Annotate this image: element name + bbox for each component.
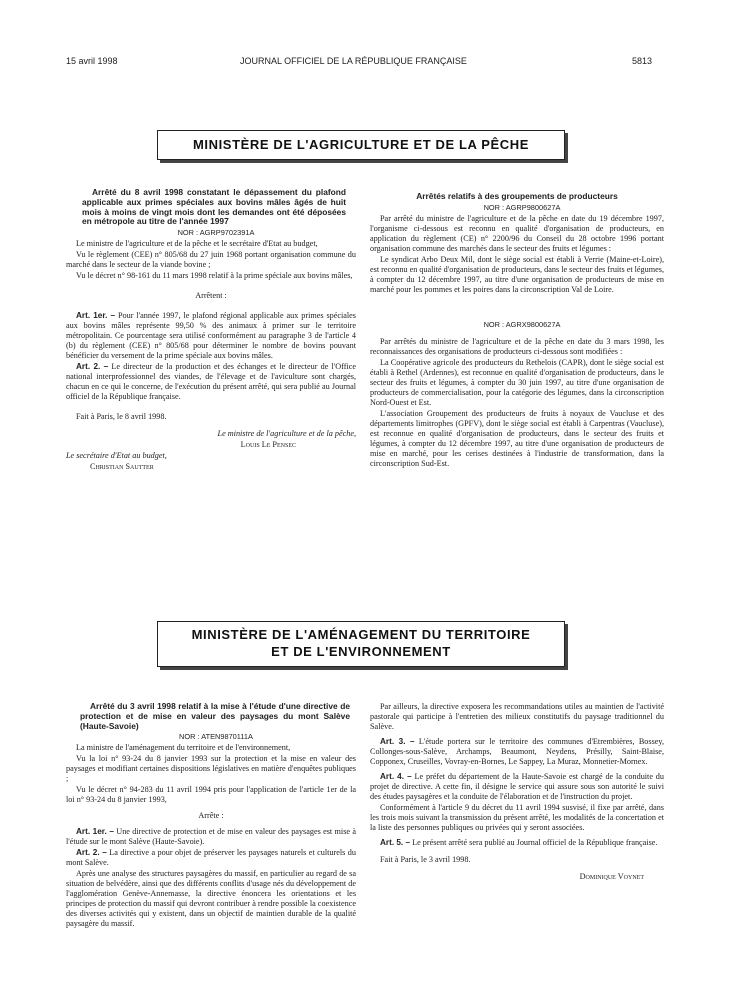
decree-saleve-continued-column	[370, 702, 664, 883]
producer-groups-p4: La Coopérative agricole des producteurs du Rethelois (CAPR), dont le siège social est établi à Rethel (Ardennes), est reconnue en qualité d'organisation de producteurs, dans le secteur des fruits et légumes, à compter du 30 juin 1997, au titre d'une organisation de producteurs de commercialisation, pour la catégorie des légumes, dans la circonscription Nord-Ouest et Est.	[370, 357, 664, 407]
decree-bovins-column	[66, 188, 356, 473]
decree-saleve-arrete: Arrête :	[198, 811, 224, 821]
decree-saleve-concertation: Conformément à l'article 9 du décret du 11 avril 1994 susvisé, il fixe par arrêté, dans les trois mois suivant la transmission du présent arrêté, les modalités de la concertation et la liste des personnes publiques ou privées qui y seront associées.	[370, 803, 664, 832]
decree-saleve-preamble: La ministre de l'aménagement du territoire et de l'environnement,	[76, 743, 291, 753]
decree-bovins-art2: Art. 2. – Le directeur de la production et des échanges et le directeur de l'Office national interprofessionnel des viandes, de l'élevage et de l'aviculture sont chargés, chacun en ce qui le concerne, de l'exécution du présent arrêté, qui sera publié au Journal officiel de la République française.	[66, 362, 357, 402]
ministry-territoire-banner	[157, 621, 565, 667]
decree-bovins-arretent: Arrêtent :	[195, 291, 227, 301]
decree-bovins-vu-decret: Vu le décret n° 98-161 du 11 mars 1998 relatif à la prime spéciale aux bovins mâles,	[76, 271, 353, 281]
signature-minister-name: Louis Le Pensec	[240, 440, 296, 450]
decree-saleve-vu-decret: Vu le décret n° 94-283 du 11 avril 1994 pris pour l'application de l'article 1er de la loi n° 93-24 du 8 janvier 1993,	[66, 785, 356, 805]
saleve-art3-label: Art. 3. –	[380, 737, 415, 746]
signature-budget-name: Christian Sautter	[90, 462, 154, 472]
decree-saleve-nor: NOR : ATEN9870111A	[179, 732, 253, 742]
decree-saleve-art1: Art. 1er. – Une directive de protection et de mise en valeur des paysages est mise à l'étude sur le mont Salève (Haute-Savoie).	[66, 827, 357, 847]
producer-groups-nor-1: NOR : AGRP9800627A	[483, 202, 561, 212]
producer-groups-title: Arrêtés relatifs à des groupements de producteurs	[416, 191, 618, 201]
decree-saleve-vu-loi: Vu la loi n° 93-24 du 8 janvier 1993 sur la protection et la mise en valeur des paysages et modifiant certaines dispositions législatives en matière d'enquêtes publiques ;	[66, 754, 356, 784]
saleve-art2-label: Art. 2. –	[76, 848, 107, 858]
ministry-territoire-title-line2: ET DE L'ENVIRONNEMENT	[271, 644, 451, 659]
producer-groups-p2: Le syndicat Arbo Deux Mil, dont le siège social est établi à Verrie (Maine-et-Loire), est reconnu en qualité d'organisation de producteurs, dans le secteur des fruits et légumes, à compter du 12 décembre 1997, au titre d'une organisation de producteurs de mise en marché pour les pommes et les poires dans la circonscription Val de Loire.	[370, 254, 664, 294]
decree-saleve-art3: Art. 3. – L'étude portera sur le territoire des communes d'Etrembières, Bossey, Collonges-sous-Salève, Archamps, Beaumont, Neydens, Présilly, Saint-Blaise, Copponex, Cruseilles, Vovray-en-Bornes, Le Sappey, La Muraz, Monnetier-Mornex.	[370, 737, 665, 766]
saleve-art1-label: Art. 1er. –	[76, 827, 114, 837]
decree-saleve-title: Arrêté du 3 avril 1998 relatif à la mise à l'étude d'une directive de protection et de mise en valeur des paysages du mont Salève (Haute-Savoie)	[80, 701, 350, 731]
art1-label: Art. 1er. –	[76, 311, 116, 321]
ministry-territoire-title-line1: MINISTÈRE DE L'AMÉNAGEMENT DU TERRITOIRE	[191, 627, 531, 642]
decree-bovins-preamble: Le ministre de l'agriculture et de la pêche et le secrétaire d'Etat au budget,	[76, 239, 318, 249]
header-page-number: 5813	[632, 56, 653, 66]
producer-groups-nor-2: NOR : AGRX9800627A	[483, 319, 561, 329]
decree-saleve-fait: Fait à Paris, le 3 avril 1998.	[380, 855, 471, 864]
decree-saleve-art5: Art. 5. – Le présent arrêté sera publié au Journal officiel de la République française.	[380, 838, 658, 847]
producer-groups-column	[370, 192, 664, 470]
ministry-agriculture-banner	[157, 130, 565, 160]
decree-saleve-analysis: Après une analyse des structures paysagères du massif, en particulier au regard de sa situation de belvédère, ainsi que des différents conflits d'usage nés du développement de l'agglomération Genève-Annemasse, la directive énoncera les orientations et les principes de protection du massif qui devront contribuer à rendre possible la coexistence des diverses activités qui y existent, dans un objectif de maintien durable de la qualité paysagère du massif.	[66, 869, 356, 929]
producer-groups-p3: Par arrêtés du ministre de l'agriculture et de la pêche en date du 3 mars 1998, les reconnaissances des organisations de producteurs ci-dessous sont modifiées :	[370, 336, 664, 356]
decree-saleve-pastoral: Par ailleurs, la directive exposera les recommandations utiles au maintien de l'activité pastorale qui participe à l'entretien des milieux constitutifs du paysage traditionnel du Salève.	[370, 702, 664, 731]
decree-saleve-art4: Art. 4. – Le préfet du département de la Haute-Savoie est chargé de la conduite du projet de directive. A cette fin, il désigne le service qui assure sous son autorité le suivi des études paysagères et la conduite de l'élaboration et de l'instruction du projet.	[370, 772, 664, 801]
saleve-art5-label: Art. 5. –	[380, 838, 411, 847]
header-journal-title: JOURNAL OFFICIEL DE LA RÉPUBLIQUE FRANÇAISE	[240, 56, 467, 66]
decree-bovins-title: Arrêté du 8 avril 1998 constatant le dépassement du plafond applicable aux primes spéciales aux bovins mâles âgés de huit mois à moins de vingt mois dont les demandes ont été déposées en métropole au titre de l'année 1997	[82, 187, 346, 227]
decree-saleve-art2: Art. 2. – La directive a pour objet de préserver les paysages naturels et culturels du mont Salève.	[66, 848, 356, 868]
decree-bovins-art1: Art. 1er. – Pour l'année 1997, le plafond régional applicable aux primes spéciales aux bovins mâles représente 99,50 % des animaux à primer sur le territoire métropolitain. Ce pourcentage sera utilisé conformément au paragraphe 3 de l'article 4 (b) du règlement (CEE) n° 805/68 pour déterminer le nombre de bovins pouvant bénéficier du versement de la prime spéciale aux bovins mâles.	[66, 311, 356, 361]
art2-label: Art. 2. –	[76, 362, 109, 372]
signature-voynet-name: Dominique Voynet	[579, 872, 644, 881]
signature-minister-role: Le ministre de l'agriculture et de la pêche,	[217, 429, 356, 439]
header-date: 15 avril 1998	[66, 56, 118, 66]
saleve-art4-label: Art. 4. –	[380, 772, 412, 781]
producer-groups-p1: Par arrêté du ministre de l'agriculture et de la pêche en date du 19 décembre 1997, l'organisme ci-dessous est reconnu en qualité d'organisation de producteurs, en application du règlement (CE) n° 2200/96 du Conseil du 28 octobre 1996 portant organisation commune des marchés dans le secteur des fruits et légumes :	[370, 213, 664, 253]
decree-bovins-nor: NOR : AGRP9702391A	[177, 228, 255, 238]
signature-budget-role: Le secrétaire d'Etat au budget,	[66, 451, 167, 461]
decree-bovins-fait: Fait à Paris, le 8 avril 1998.	[76, 412, 167, 422]
ministry-agriculture-title: MINISTÈRE DE L'AGRICULTURE ET DE LA PÊCHE	[192, 137, 530, 152]
decree-bovins-vu-reglement: Vu le règlement (CEE) n° 805/68 du 27 juin 1968 portant organisation commune du marché dans le secteur de la viande bovine ;	[66, 250, 356, 270]
producer-groups-p5: L'association Groupement des producteurs de fruits à noyaux de Vaucluse et des départements limitrophes (GPFV), dont le siège social est établi à Carpentras (Vaucluse), est reconnue en qualité d'organisation de producteurs, dans le secteur des fruits et légumes, à compter du 12 décembre 1997, au titre d'une organisation de producteurs de mise en marché, pour les cerises destinées à l'industrie de transformation, dans la circonscription Sud-Est.	[370, 408, 664, 468]
decree-saleve-column	[66, 702, 356, 930]
